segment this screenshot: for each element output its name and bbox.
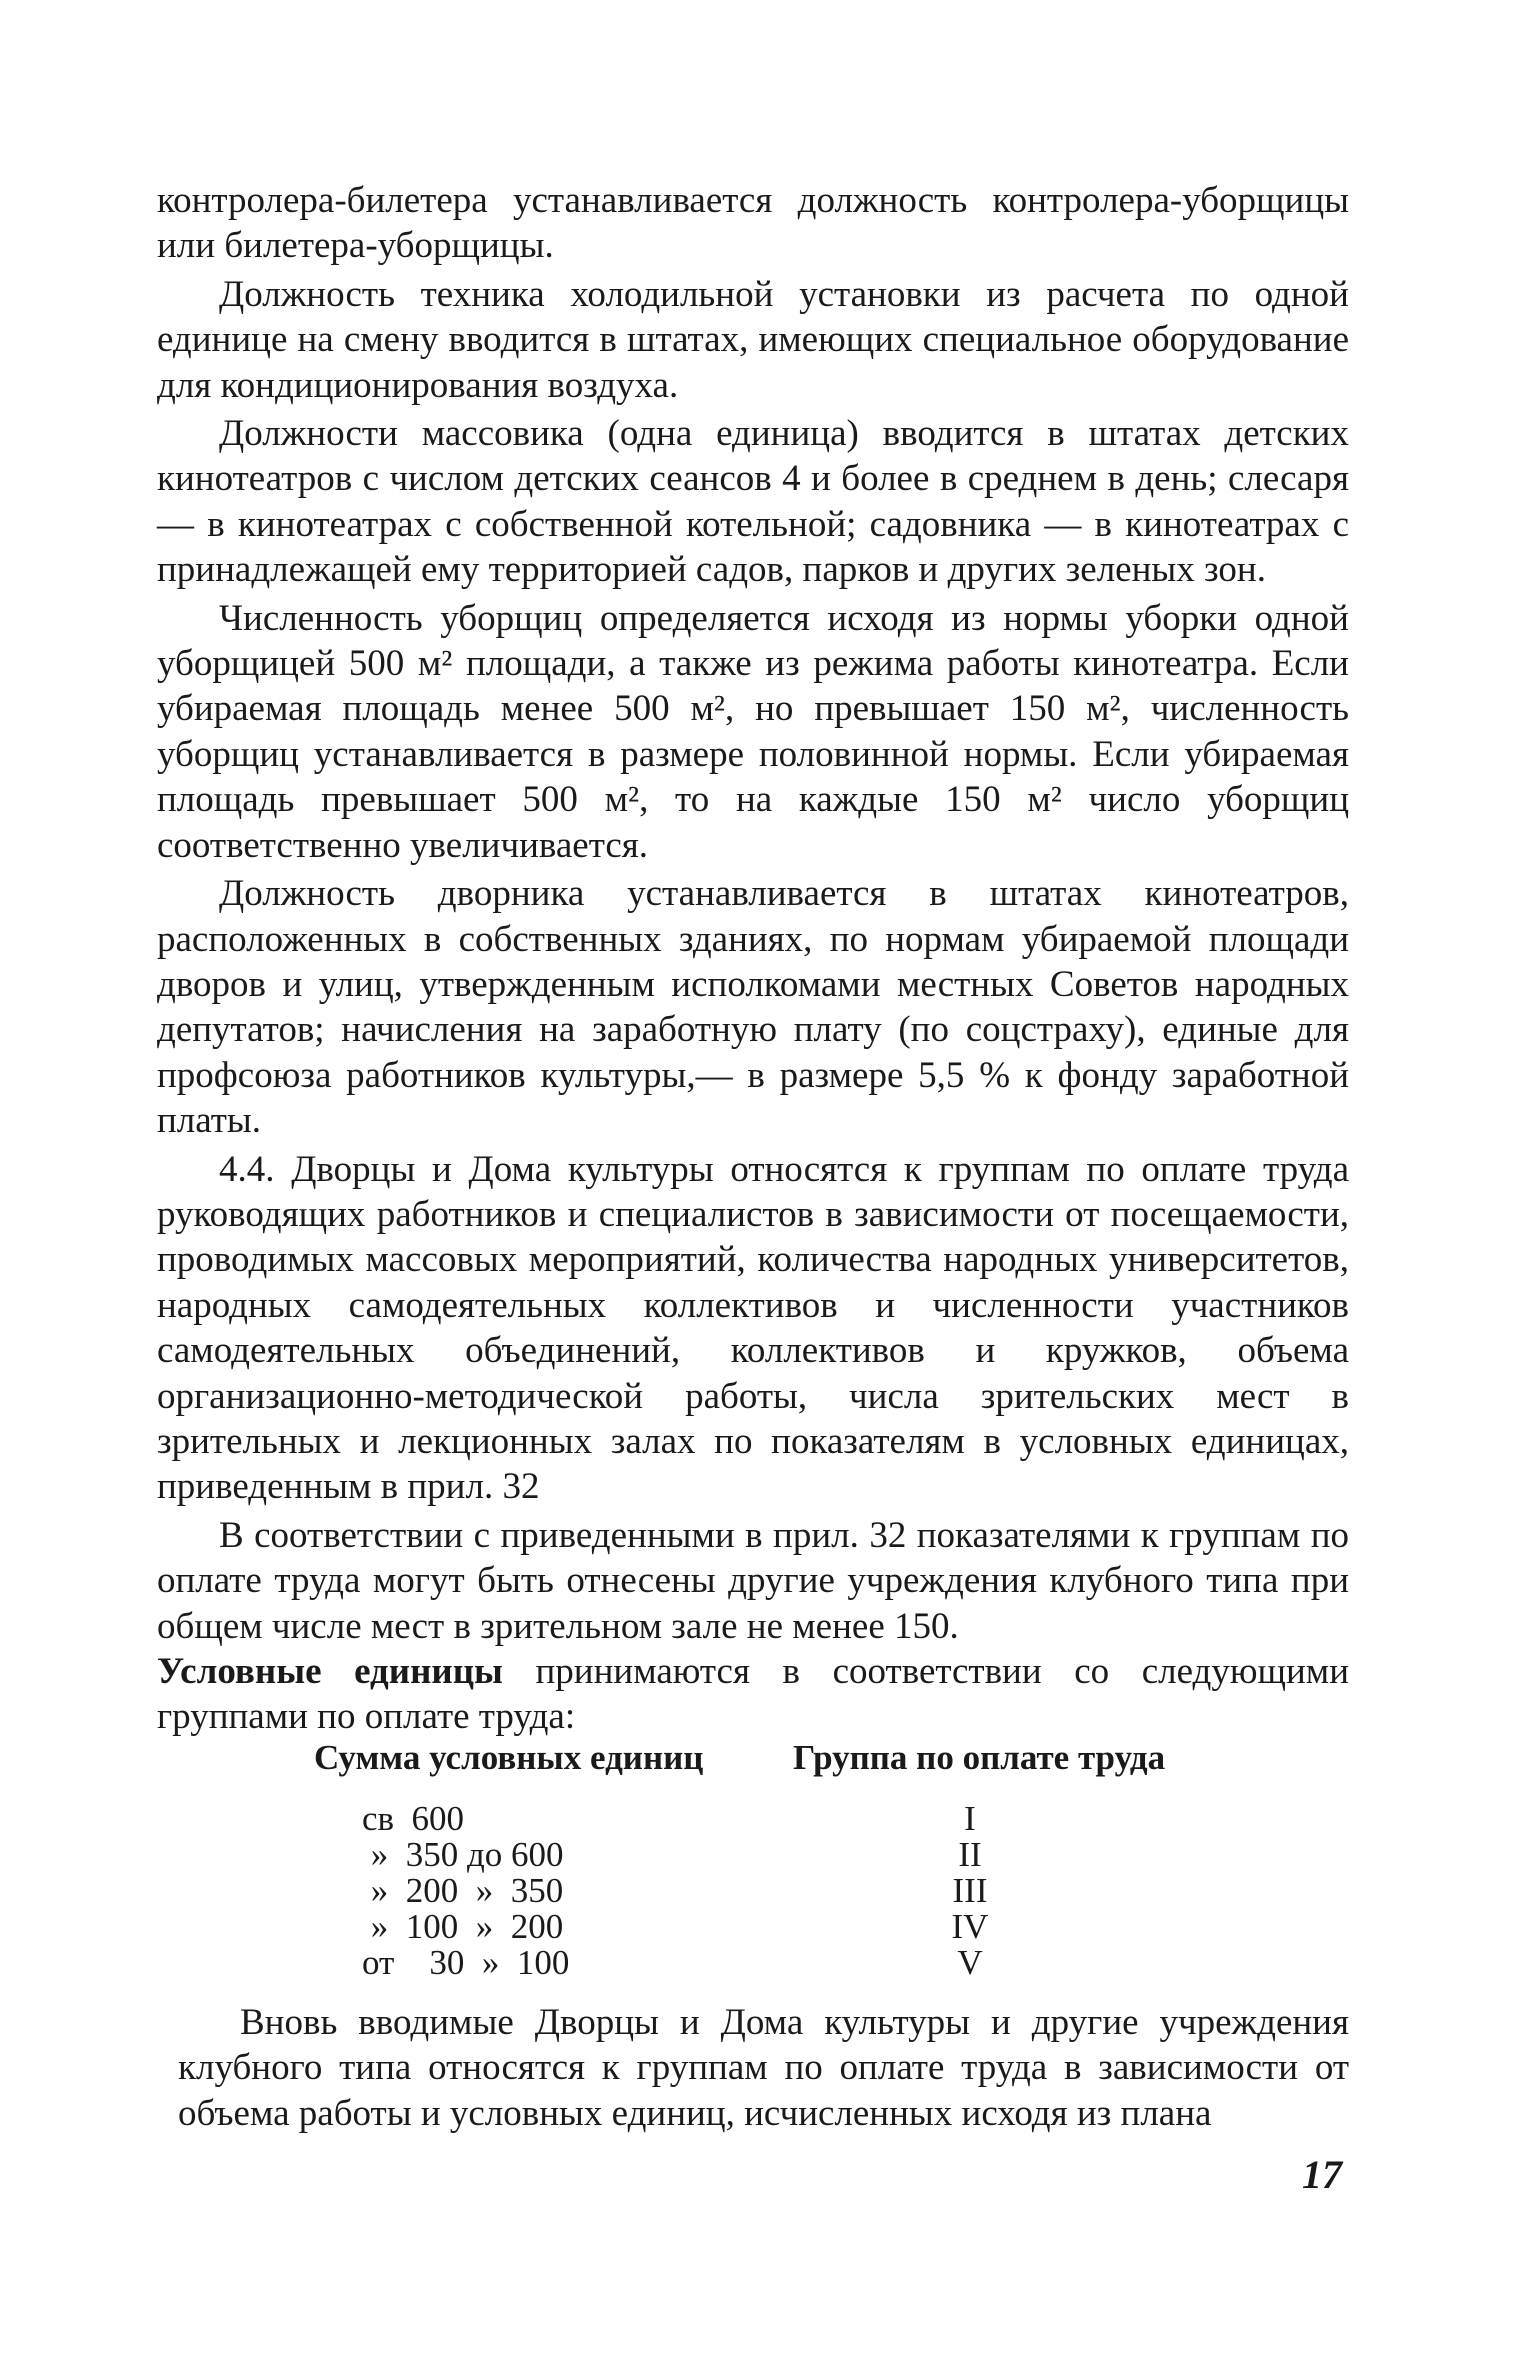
conditional-units-rest: принимаются в соответствии со следующими группами по оплате труда:: [157, 1651, 1350, 1738]
sum-cell: » 200 » 350: [362, 1871, 564, 1910]
table-row: [0, 1801, 1535, 1837]
conditional-units-term: Условные единицы: [157, 1651, 503, 1692]
paragraph-cleaners: Численность уборщиц определяется исходя из нормы уборки одной уборщицей 500 м² площади, а также из режима работы кинотеатра. Если убираемая площадь менее 500 м², но превышает 150 м², численность уборщиц устанавливается в размере половинной нормы. Если убираемая площадь превышает 500 м², то на каждые 150 м² число уборщиц соответственно увеличивается.: [157, 597, 1349, 866]
group-cell: V: [957, 1943, 983, 1982]
conversion-table: [0, 1801, 1535, 1981]
closing-text: [178, 2000, 1349, 2136]
body-text: [157, 178, 1349, 1740]
sum-cell: » 100 » 200: [362, 1907, 564, 1946]
page-number: 17: [1302, 2152, 1342, 2197]
paragraph-appendix-32-text: В соответствии с приведенными в прил. 32 показателями к группам по оплате труда могут быть отнесены другие учреждения клубного типа при общем числе мест в зрительном зале не менее 150.: [157, 1514, 1349, 1647]
sum-cell: св 600: [362, 1799, 465, 1838]
header-sum-units: Сумма условных единиц: [314, 1738, 704, 1777]
sum-cell: от 30 » 100: [362, 1943, 570, 1982]
table-row: [0, 1945, 1535, 1981]
paragraph-controller-ticket: контролера-билетера устанавливается должность контролера-уборщицы или билетера-уборщицы.: [157, 180, 1349, 267]
table-row: [0, 1837, 1535, 1873]
group-cell: I: [964, 1799, 976, 1838]
paragraph-section-4-4: 4.4. Дворцы и Дома культуры относятся к группам по оплате труда руководящих работников и специалистов в зависимости от посещаемости, проводимых массовых мероприятий, количества народных университетов, народных самодеятельных коллективов и численности участников самодеятельных объединений, коллективов и кружков, объема организационно-методической работы, числа зрительских мест в зрительных и лекционных залах по показателям в условных единицах, приведенным в прил. 32: [157, 1148, 1349, 1508]
paragraph-new-palaces: Вновь вводимые Дворцы и Дома культуры и другие учреждения клубного типа относятся к группам по оплате труда в зависимости от объема работы и условных единиц, исчисленных исходя из плана: [178, 2002, 1349, 2134]
group-cell: IV: [951, 1907, 989, 1946]
group-cell: II: [958, 1835, 982, 1874]
paragraph-entertainer-locksmith-gardener: Должности массовика (одна единица) вводится в штатах детских кинотеатров с числом детских сеансов 4 и более в среднем в день; слесаря — в кинотеатрах с собственной котельной; садовника — в кинотеатрах с принадлежащей ему территорией садов, парков и других зеленых зон.: [157, 413, 1349, 591]
group-cell: III: [952, 1871, 988, 1910]
table-row: [0, 1909, 1535, 1945]
paragraph-appendix-32: [157, 1513, 1349, 1740]
sum-cell: » 350 до 600: [362, 1835, 564, 1874]
paragraph-refrigeration-technician: Должность техника холодильной установки из расчета по одной единице на смену вводится в штатах, имеющих специальное оборудование для кондиционирования воздуха.: [157, 273, 1349, 406]
header-pay-group: Группа по оплате труда: [793, 1738, 1166, 1777]
paragraph-janitor: Должность дворника устанавливается в штатах кинотеатров, расположенных в собственных зданиях, по нормам убираемой площади дворов и улиц, утвержденным исполкомами местных Советов народных депутатов; начисления на заработную плату (по соцстраху), единые для профсоюза работников культуры,— в размере 5,5 % к фонду заработной платы.: [157, 873, 1349, 1142]
table-row: [0, 1873, 1535, 1909]
